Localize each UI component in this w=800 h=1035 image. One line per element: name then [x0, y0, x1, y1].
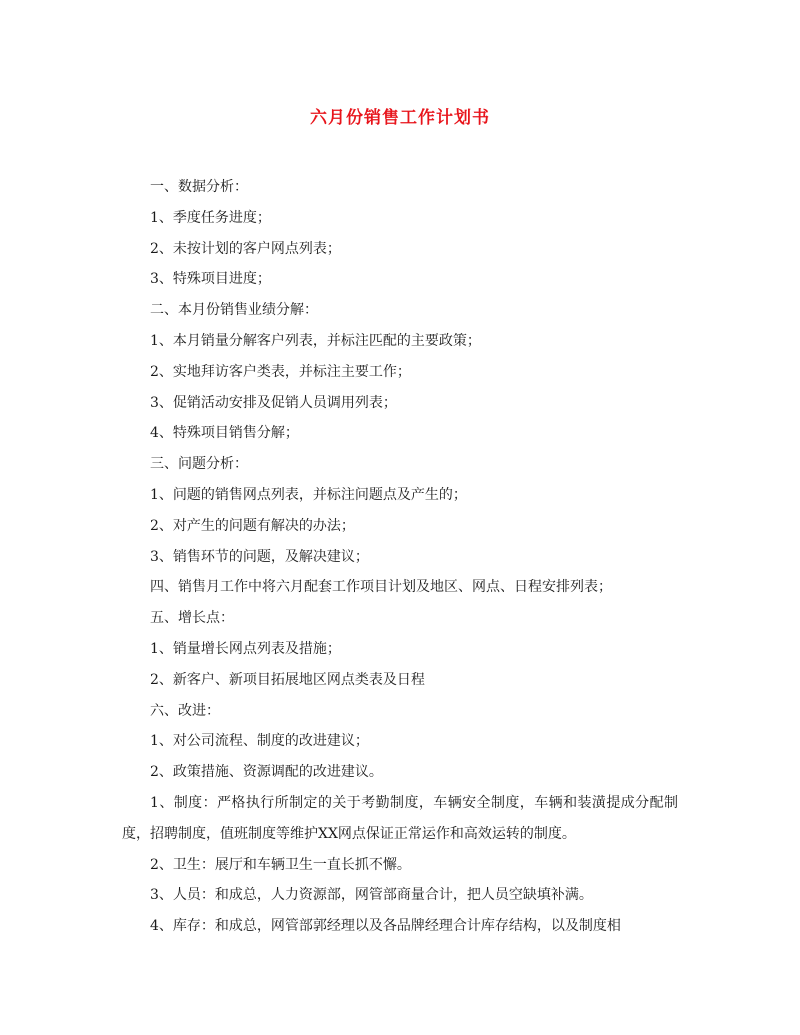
paragraph-system: 1、制度：严格执行所制定的关于考勤制度，车辆安全制度，车辆和装潢提成分配制度，招聘制度，值班制度等维护XX网点保证正常运作和高效运转的制度。 [122, 794, 678, 842]
list-item: 1、问题的销售网点列表，并标注问题点及产生的； [150, 486, 467, 503]
list-item: 2、未按计划的客户网点列表； [150, 240, 341, 257]
list-item: 4、特殊项目销售分解； [150, 425, 299, 442]
list-item: 3、特殊项目进度； [150, 271, 271, 288]
list-item: 3、促销活动安排及促销人员调用列表； [150, 394, 397, 411]
section-heading-sales-breakdown: 二、本月份销售业绩分解： [150, 302, 318, 319]
document-title: 六月份销售工作计划书 [310, 108, 490, 128]
section-heading-data-analysis: 一、数据分析： [150, 179, 248, 195]
list-item: 2、新客户、新项目拓展地区网点类表及日程 [150, 671, 425, 688]
section-heading-problem-analysis: 三、问题分析： [150, 456, 248, 473]
document-body [122, 172, 678, 942]
section-heading-schedule: 四、销售月工作中将六月配套工作项目计划及地区、网点、日程安排列表； [150, 579, 612, 596]
list-item: 1、本月销量分解客户列表，并标注匹配的主要政策； [150, 332, 481, 349]
list-item: 2、实地拜访客户类表，并标注主要工作； [150, 363, 411, 380]
list-item: 2、对产生的问题有解决的办法； [150, 517, 355, 534]
list-item: 2、政策措施、资源调配的改进建议。 [150, 764, 383, 781]
list-item: 1、对公司流程、制度的改进建议； [150, 733, 369, 750]
section-heading-growth-points: 五、增长点： [150, 610, 234, 627]
paragraph-inventory: 4、库存：和成总，网管部郭经理以及各品牌经理合计库存结构，以及制度相 [150, 918, 621, 935]
paragraph-staffing: 3、人员：和成总，人力资源部，网管部商量合计，把人员空缺填补满。 [150, 887, 593, 904]
list-item: 1、季度任务进度； [150, 209, 271, 226]
paragraph-hygiene: 2、卫生：展厅和车辆卫生一直长抓不懈。 [150, 856, 411, 873]
section-heading-improvements: 六、改进： [150, 702, 220, 719]
list-item: 1、销量增长网点列表及措施； [150, 640, 341, 657]
list-item: 3、销售环节的问题，及解决建议； [150, 548, 369, 565]
